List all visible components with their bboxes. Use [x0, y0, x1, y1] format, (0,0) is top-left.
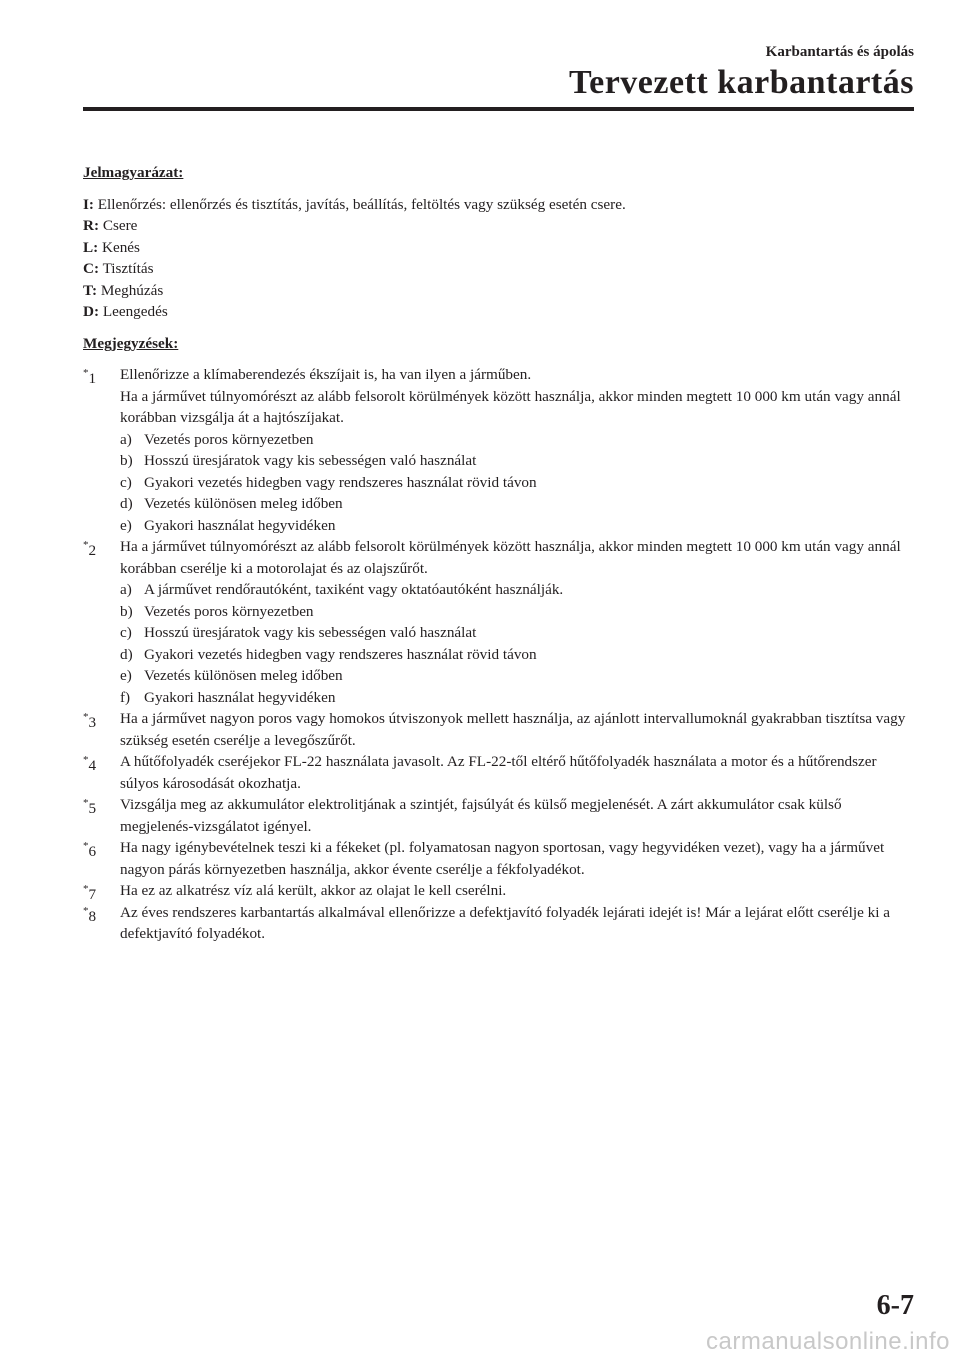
- page-number: 6-7: [876, 1290, 914, 1321]
- legend-list: [83, 194, 918, 323]
- subitem-key: e): [120, 516, 132, 534]
- note-star: *: [83, 711, 89, 723]
- note-star: *: [83, 539, 89, 551]
- note-text: Ha a járművet túlnyomórészt az alább felsorolt körülmények között használja, akkor minden megtett 10 000 km után vagy annál korábban cserélje ki a motorolajat és az olajszűrőt.: [120, 538, 901, 577]
- legend-item: [83, 237, 918, 259]
- note-subitem: [120, 622, 918, 644]
- legend-text: Csere: [102, 217, 138, 234]
- note-number: 1: [88, 370, 97, 388]
- note-text: Az éves rendszeres karbantartás alkalmával ellenőrizze a defektjavító folyadék lejárati idejét is! Már a lejárat előtt cserélje ki a defektjavító folyadékot.: [120, 903, 890, 942]
- subitem-key: a): [120, 581, 132, 598]
- subitem-text: Vezetés poros környezetben: [144, 430, 314, 448]
- subitem-key: b): [120, 452, 133, 469]
- notes-list: [83, 364, 918, 945]
- subitem-text: Gyakori használat hegyvidéken: [144, 516, 336, 534]
- legend-item: [83, 258, 918, 280]
- subitem-text: Vezetés poros környezetben: [144, 602, 314, 620]
- note-subitem: [120, 601, 918, 623]
- legend-key: R:: [83, 217, 100, 234]
- note-item: [83, 751, 918, 794]
- note-subitem: [120, 429, 918, 451]
- subitem-text: Gyakori használat hegyvidéken: [144, 688, 336, 706]
- legend-text: Kenés: [101, 238, 140, 256]
- note-marker: [83, 751, 96, 777]
- subitem-key: b): [120, 602, 133, 620]
- legend-item: [83, 301, 918, 323]
- note-number: 4: [88, 757, 97, 775]
- note-item: [83, 536, 918, 708]
- watermark: carmanualsonline.info: [706, 1328, 950, 1355]
- legend-text: Ellenőrzés: ellenőrzés és tisztítás, javítás, beállítás, feltöltés vagy szükség esetén csere.: [97, 195, 626, 213]
- subitem-key: c): [120, 473, 132, 491]
- legend-text: Leengedés: [102, 303, 168, 320]
- subitem-text: Vezetés különösen meleg időben: [144, 495, 343, 512]
- note-star: *: [83, 904, 89, 917]
- note-subitem: [120, 665, 918, 687]
- note-text: Vizsgálja meg az akkumulátor elektrolitjának a szintjét, fajsúlyát és külső megjelenését. A zárt akkumulátor csak külső megjelenés-vizsgálatot igényel.: [120, 796, 842, 835]
- note-star: *: [83, 840, 89, 852]
- legend-key: C:: [83, 260, 100, 277]
- note-star: *: [83, 797, 89, 809]
- note-number: 7: [88, 886, 97, 904]
- subitem-text: Vezetés különösen meleg időben: [144, 667, 343, 684]
- page-title: Tervezett karbantartás: [569, 64, 914, 101]
- note-marker: [83, 708, 96, 734]
- note-subitem: [120, 493, 918, 515]
- note-item: [83, 708, 918, 751]
- note-subitem: [120, 644, 918, 666]
- note-text: Ellenőrizze a klímaberendezés ékszíjait is, ha van ilyen a járműben.: [120, 366, 532, 383]
- note-star: *: [83, 883, 89, 895]
- note-item: [83, 364, 918, 536]
- legend-text: Meghúzás: [100, 281, 164, 299]
- note-number: 3: [88, 714, 97, 732]
- subitem-text: Gyakori vezetés hidegben vagy rendszeres használat rövid távon: [144, 645, 537, 663]
- section-label: Karbantartás és ápolás: [765, 44, 914, 60]
- legend-item: [83, 194, 918, 216]
- note-text: Ha a járművet túlnyomórészt az alább felsorolt körülmények között használja, akkor minden megtett 10 000 km után vagy annál korábban vizsgálja át a hajtószíjakat.: [120, 387, 901, 426]
- legend-item: [83, 215, 918, 237]
- note-subitem: [120, 450, 918, 472]
- subitem-key: d): [120, 495, 133, 512]
- subitem-key: e): [120, 667, 132, 684]
- note-item: [83, 837, 918, 880]
- note-number: 2: [88, 542, 97, 560]
- legend-key: T:: [83, 281, 98, 299]
- note-subitem: [120, 579, 918, 601]
- note-marker: [83, 364, 96, 390]
- note-star: *: [83, 754, 89, 766]
- header-divider: [83, 107, 914, 111]
- note-number: 6: [88, 843, 97, 861]
- legend-key: D:: [83, 303, 100, 320]
- subitem-key: f): [120, 688, 131, 706]
- note-marker: [83, 902, 96, 928]
- note-marker: [83, 794, 96, 820]
- legend-item: [83, 280, 918, 302]
- note-item: [83, 902, 918, 945]
- legend-text: Tisztítás: [102, 260, 154, 277]
- subitem-text: Hosszú üresjáratok vagy kis sebességen való használat: [144, 452, 477, 469]
- note-number: 8: [88, 907, 97, 925]
- legend-heading: Jelmagyarázat:: [83, 164, 184, 181]
- subitem-key: a): [120, 430, 132, 448]
- note-item: [83, 880, 918, 902]
- note-text: Ha a járművet nagyon poros vagy homokos útviszonyok mellett használja, az ajánlott intervallumoknál gyakrabban tisztítsa vagy szükség esetén cserélje a levegőszűrőt.: [120, 710, 906, 749]
- subitem-text: A járművet rendőrautóként, taxiként vagy oktatóautóként használják.: [144, 581, 564, 598]
- subitem-key: c): [120, 624, 132, 641]
- legend-key: I:: [83, 195, 94, 213]
- notes-heading: Megjegyzések:: [83, 334, 179, 352]
- legend-key: L:: [83, 238, 99, 256]
- note-text: Ha nagy igénybevételnek teszi ki a fékeket (pl. folyamatosan nagyon sportosan, vagy hegyvidéken vezet), vagy ha a járművet nagyon párás környezetben használja, akkor évente cserélje a fékfolyadékot.: [120, 839, 885, 878]
- note-marker: [83, 536, 96, 562]
- note-subitem: [120, 687, 918, 709]
- note-subitem: [120, 515, 918, 537]
- subitem-text: Hosszú üresjáratok vagy kis sebességen való használat: [144, 624, 477, 641]
- subitem-key: d): [120, 645, 133, 663]
- note-number: 5: [88, 800, 97, 818]
- main-content: [83, 162, 918, 945]
- note-item: [83, 794, 918, 837]
- note-subitem: [120, 472, 918, 494]
- note-star: *: [83, 367, 89, 379]
- note-text: A hűtőfolyadék cseréjekor FL-22 használata javasolt. Az FL-22-től eltérő hűtőfolyadék használata a motor és a hűtőrendszer súlyos károsodását okozhatja.: [120, 753, 877, 792]
- page-header: [569, 42, 914, 102]
- note-text: Ha ez az alkatrész víz alá került, akkor az olajat le kell cserélni.: [120, 882, 507, 899]
- subitem-text: Gyakori vezetés hidegben vagy rendszeres használat rövid távon: [144, 473, 537, 491]
- note-marker: [83, 837, 96, 863]
